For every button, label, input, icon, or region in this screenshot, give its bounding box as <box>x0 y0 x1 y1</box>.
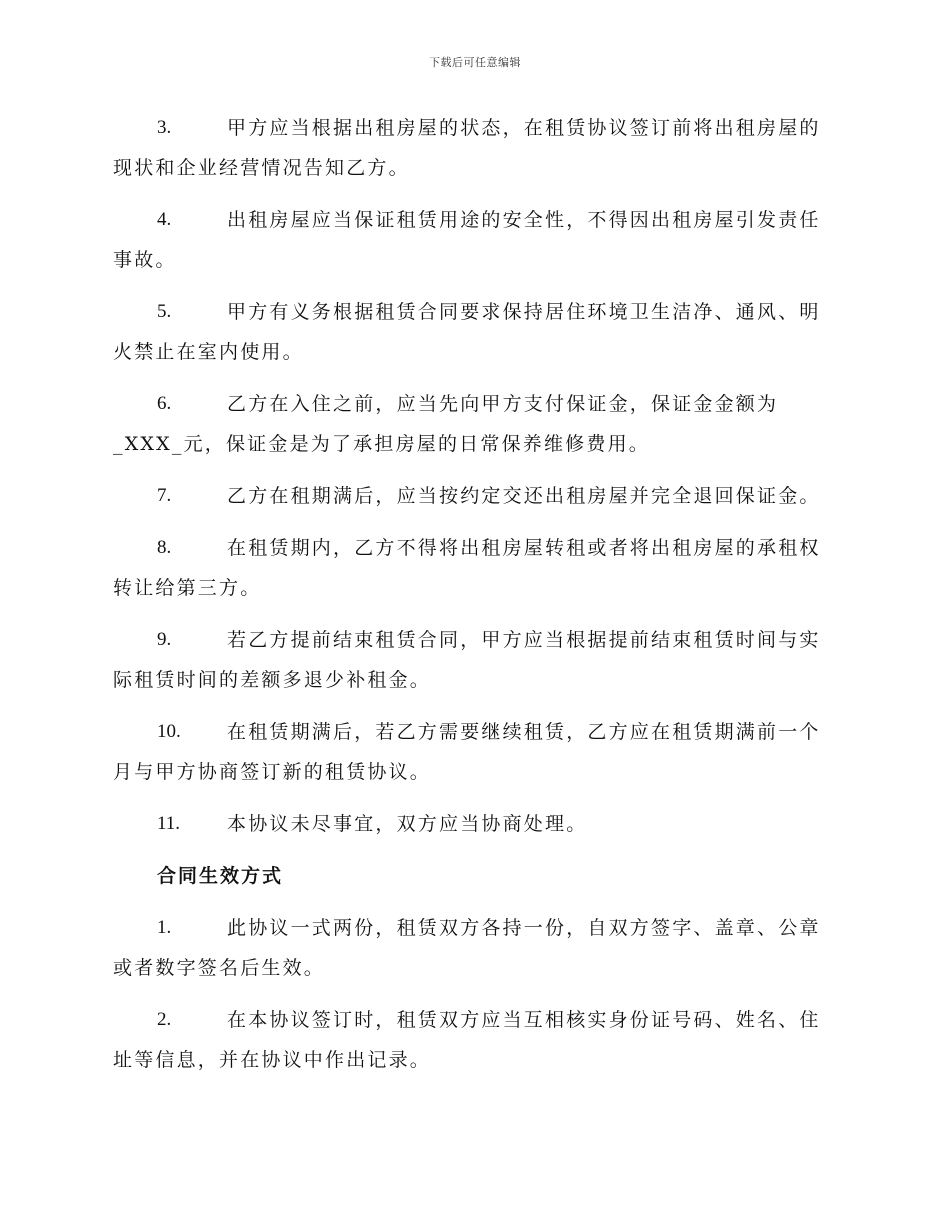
page-header: 下载后可任意编辑 <box>429 56 521 69</box>
clause-11 <box>113 804 835 844</box>
clause-text: 在本协议签订时，租赁双方应当互相核实身份证号码、姓名、住 <box>227 1009 821 1031</box>
clause-9 <box>113 620 835 700</box>
effect-clause-1 <box>113 908 835 988</box>
clause-number: 6. <box>157 393 172 414</box>
clause-text: 甲方应当根据出租房屋的状态，在租赁协议签订前将出租房屋的 <box>227 117 821 139</box>
section-heading: 合同生效方式 <box>157 865 284 887</box>
clause-text: 在租赁期满后，若乙方需要继续租赁，乙方应在租赁期满前一个 <box>227 721 821 743</box>
clause-number: 9. <box>157 629 172 650</box>
clause-text-continued: 现状和企业经营情况告知乙方。 <box>113 157 410 179</box>
clause-6 <box>113 384 835 464</box>
clause-number: 11. <box>157 813 181 834</box>
clause-text: 出租房屋应当保证租赁用途的安全性，不得因出租房屋引发责任 <box>227 209 821 231</box>
clause-number: 7. <box>157 485 172 506</box>
clause-text-continued: 火禁止在室内使用。 <box>113 341 304 363</box>
clause-3 <box>113 108 835 188</box>
clause-8 <box>113 528 835 608</box>
clause-text: 在租赁期内，乙方不得将出租房屋转租或者将出租房屋的承租权 <box>227 537 821 559</box>
clause-number: 5. <box>157 301 172 322</box>
clause-number: 2. <box>157 1009 172 1030</box>
clause-text-continued: 事故。 <box>113 249 177 271</box>
clause-5 <box>113 292 835 372</box>
clause-text-continued: 或者数字签名后生效。 <box>113 957 326 979</box>
effect-clause-2 <box>113 1000 835 1080</box>
clause-text-continued: _XXX_元，保证金是为了承担房屋的日常保养维修费用。 <box>113 433 650 455</box>
clause-number: 1. <box>157 917 172 938</box>
clause-text-continued: 转让给第三方。 <box>113 577 262 599</box>
clause-4 <box>113 200 835 280</box>
clause-text: 若乙方提前结束租赁合同，甲方应当根据提前结束租赁时间与实 <box>227 629 821 651</box>
clause-number: 10. <box>157 721 181 742</box>
clause-number: 8. <box>157 537 172 558</box>
clause-text-continued: 址等信息，并在协议中作出记录。 <box>113 1049 432 1071</box>
clause-text: 此协议一式两份，租赁双方各持一份，自双方签字、盖章、公章 <box>227 917 821 939</box>
clause-text: 乙方在入住之前，应当先向甲方支付保证金，保证金金额为 <box>227 393 779 415</box>
clause-text: 乙方在租期满后，应当按约定交还出租房屋并完全退回保证金。 <box>227 485 821 507</box>
document-body <box>113 108 835 1092</box>
clause-text-continued: 际租赁时间的差额多退少补租金。 <box>113 669 432 691</box>
clause-text: 本协议未尽事宜，双方应当协商处理。 <box>227 813 588 835</box>
clause-7 <box>113 476 835 516</box>
clause-10 <box>113 712 835 792</box>
clause-text: 甲方有义务根据租赁合同要求保持居住环境卫生洁净、通风、明 <box>227 301 821 323</box>
clause-number: 4. <box>157 209 172 230</box>
clause-text-continued: 月与甲方协商签订新的租赁协议。 <box>113 761 432 783</box>
clause-number: 3. <box>157 117 172 138</box>
